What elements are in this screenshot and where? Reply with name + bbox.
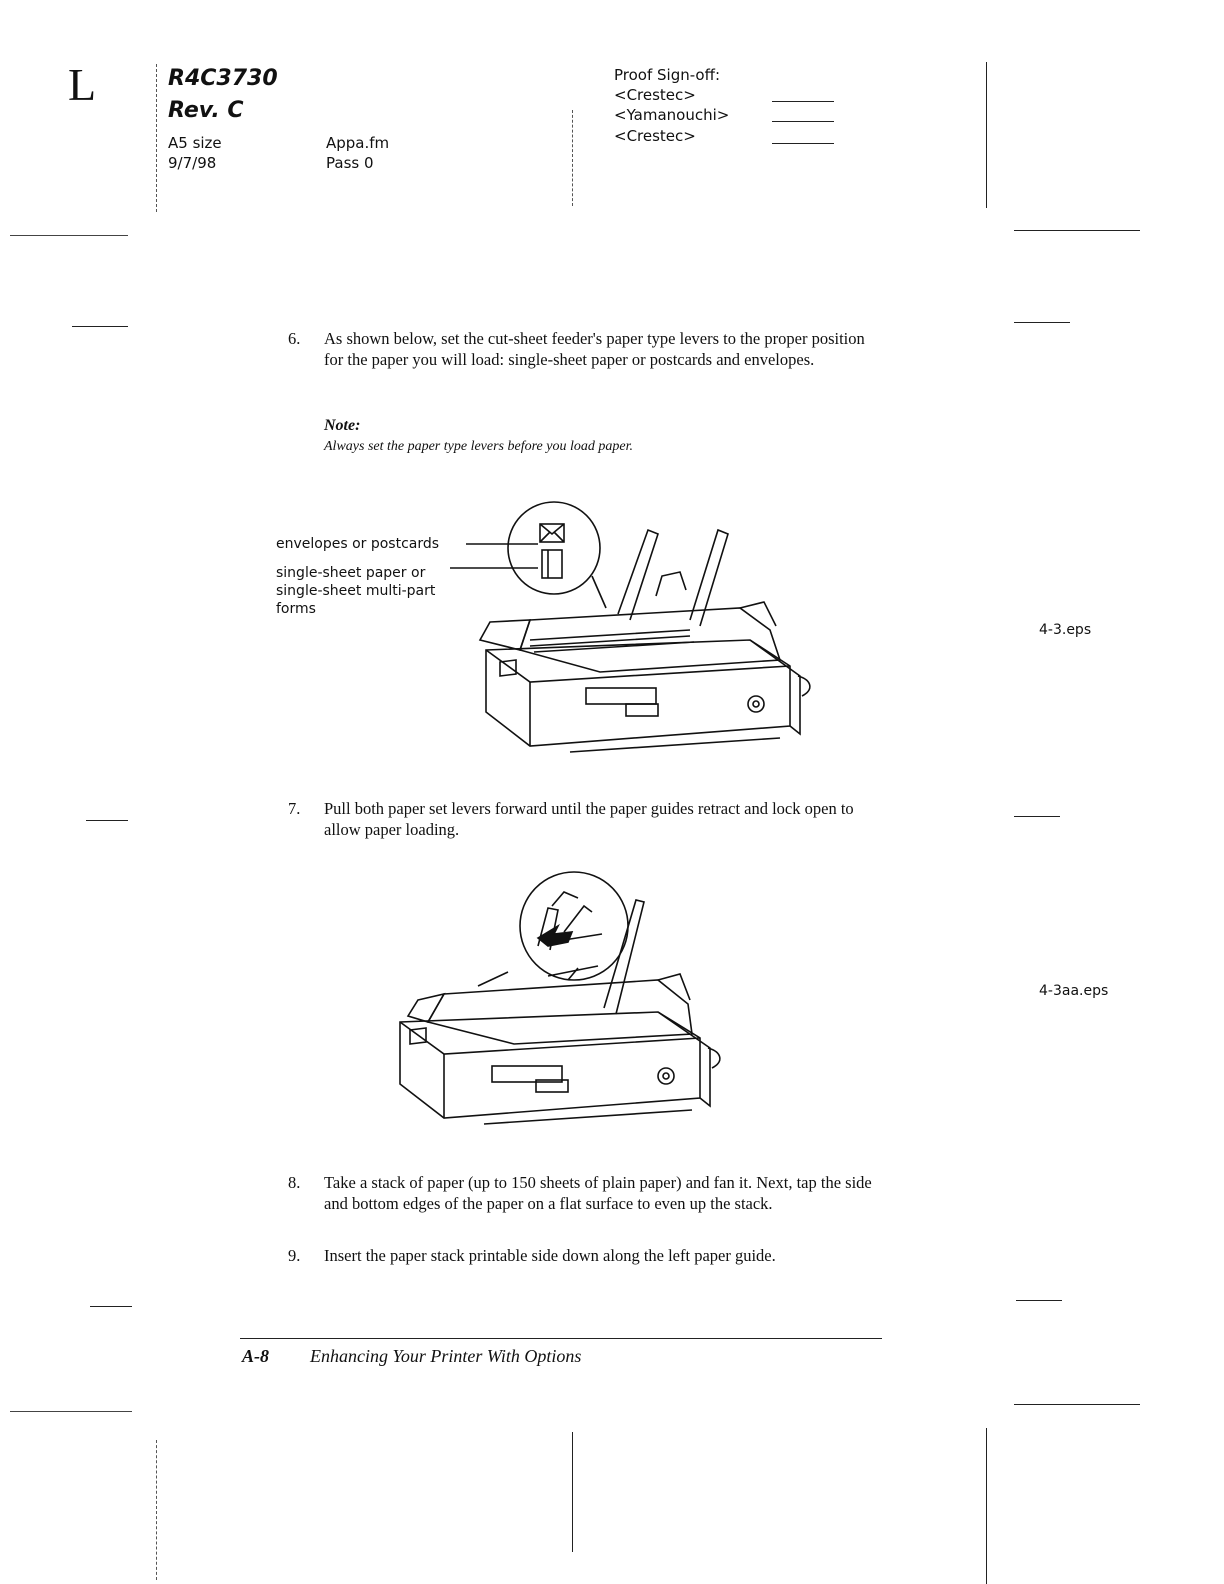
step-8 [288, 1172, 888, 1238]
bottom-middle-crop-line [572, 1432, 573, 1552]
signoff-3: <Crestec> [614, 127, 696, 145]
step-text: Pull both paper set levers forward until the paper guides retract and lock open to allow paper loading. [324, 799, 854, 839]
crop-mark [10, 1411, 132, 1412]
page-number: A-8 [242, 1346, 269, 1366]
doc-code: R4C3730 [168, 66, 278, 91]
figure-file-label-2: 4-3aa.eps [1039, 983, 1109, 999]
crop-mark [1016, 1300, 1062, 1301]
bottom-left-crop-line [156, 1440, 157, 1580]
crop-mark [72, 326, 128, 327]
step-text: Take a stack of paper (up to 150 sheets of plain paper) and fan it. Next, tap the side and bottom edges of the paper on a flat surface to even up the stack. [324, 1173, 872, 1213]
paper-size: A5 size [168, 134, 222, 152]
step-text: Insert the paper stack printable side down along the left paper guide. [324, 1246, 776, 1265]
revision: Rev. C [168, 98, 244, 123]
date: 9/7/98 [168, 154, 217, 172]
step-number: 7. [288, 799, 301, 818]
callout-envelopes: envelopes or postcards [276, 536, 440, 552]
note-body: Always set the paper type levers before you load paper. [324, 439, 633, 454]
pass-number: Pass 0 [326, 154, 374, 172]
signoff-2: <Yamanouchi> [614, 106, 730, 124]
crop-mark [90, 1306, 132, 1307]
header-right-crop-line [986, 62, 987, 208]
chapter-title: Enhancing Your Printer With Options [310, 1346, 582, 1366]
signoff-1: <Crestec> [614, 86, 696, 104]
proof-title: Proof Sign-off: [614, 66, 720, 84]
figure-file-label-1: 4-3.eps [1039, 622, 1092, 638]
callout-single-sheet-line-1: single-sheet paper or [276, 565, 426, 581]
step-text: As shown below, set the cut-sheet feeder's paper type levers to the proper position for the paper you will load: single-sheet paper or postcards and envelopes. [324, 329, 865, 369]
crop-mark [1014, 816, 1060, 817]
callout-single-sheet-line-2: single-sheet multi-part [276, 583, 436, 599]
footer-rule [240, 1338, 882, 1339]
signoff-line-3 [772, 143, 834, 144]
crop-mark [86, 820, 128, 821]
step-9 [288, 1245, 888, 1267]
file-name: Appa.fm [326, 134, 390, 152]
printer-paper-set-lever-illustration [388, 862, 728, 1152]
header-left-crop-line [156, 64, 157, 212]
callout-single-sheet-line-3: forms [276, 601, 316, 617]
header-middle-crop-line [572, 110, 573, 206]
step-6 [288, 328, 888, 394]
crop-mark [1014, 322, 1070, 323]
step-number: 9. [288, 1246, 301, 1265]
crop-mark [1014, 1404, 1140, 1405]
note-heading: Note: [324, 417, 361, 434]
crop-mark [1014, 230, 1140, 231]
step-7 [288, 798, 888, 842]
step-number: 6. [288, 329, 301, 348]
signoff-line-2 [772, 121, 834, 122]
margin-letter: L [68, 59, 97, 110]
bottom-right-crop-line [986, 1428, 987, 1584]
printer-paper-type-illustration [450, 490, 830, 780]
step-number: 8. [288, 1173, 301, 1192]
crop-mark [10, 235, 128, 236]
signoff-line-1 [772, 101, 834, 102]
